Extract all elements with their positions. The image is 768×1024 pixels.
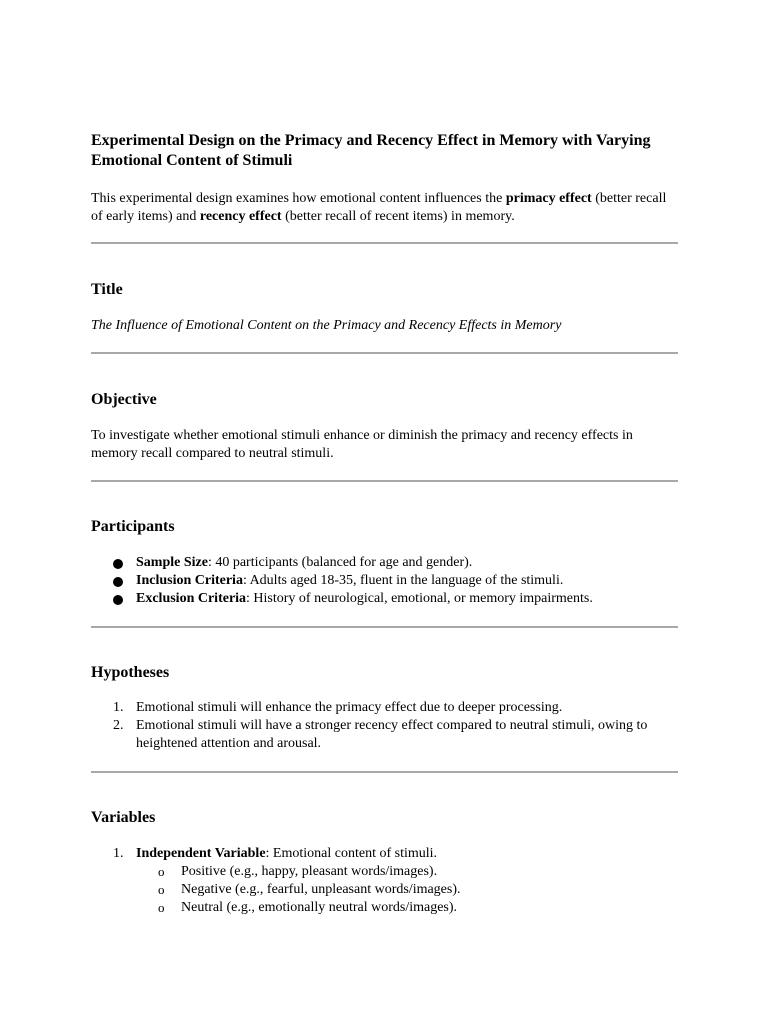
list-number: 2.: [113, 718, 124, 733]
item-label: Exclusion Criteria: [136, 591, 247, 606]
bullet-icon: [113, 559, 123, 569]
objective-text: To investigate whether emotional stimuli enhance or diminish the primacy and recency effects in memory recall compared to neutral stimuli.: [91, 428, 633, 461]
sub-item-text: Neutral (e.g., emotionally neutral words/images).: [181, 900, 458, 915]
circle-bullet-icon: o: [158, 900, 165, 915]
list-item: [91, 572, 678, 590]
section-heading-variables: Variables: [91, 809, 156, 826]
section-heading-objective: Objective: [91, 391, 157, 408]
section-heading-hypotheses: Hypotheses: [91, 664, 170, 681]
item-text: : History of neurological, emotional, or memory impairments.: [246, 591, 593, 606]
list-item: [91, 699, 678, 717]
list-number: 1.: [113, 700, 124, 715]
intro-text: (better recall of recent items) in memory.: [281, 209, 515, 224]
item-label: Inclusion Criteria: [136, 573, 243, 588]
list-item: [91, 845, 678, 917]
item-text: : Adults aged 18-35, fluent in the language of the stimuli.: [242, 573, 564, 588]
intro-text: (better recall of early items) and: [91, 191, 667, 224]
sub-list: [136, 863, 678, 917]
item-text: : 40 participants (balanced for age and gender).: [207, 555, 473, 570]
item-text: : Emotional content of stimuli.: [265, 846, 438, 861]
circle-bullet-icon: o: [158, 882, 165, 897]
intro-text: This experimental design examines how emotional content influences the: [91, 191, 506, 206]
divider: [91, 480, 678, 482]
intro-bold-primacy: primacy effect: [505, 191, 592, 206]
document-title: Experimental Design on the Primacy and Recency Effect in Memory with Varying Emotional Content of Stimuli: [91, 132, 651, 169]
item-text: Emotional stimuli will have a stronger recency effect compared to neutral stimuli, owing to heightened attention and arousal.: [136, 718, 648, 751]
item-text: Emotional stimuli will enhance the primacy effect due to deeper processing.: [136, 700, 563, 715]
section-heading-participants: Participants: [91, 518, 175, 535]
list-number: 1.: [113, 846, 124, 861]
sub-list-item: [136, 863, 678, 881]
divider: [91, 626, 678, 628]
list-item: [91, 590, 678, 608]
divider: [91, 242, 678, 244]
title-text: The Influence of Emotional Content on the Primacy and Recency Effects in Memory: [91, 318, 562, 333]
list-item: [91, 554, 678, 572]
intro-paragraph: [91, 190, 678, 226]
circle-bullet-icon: o: [158, 864, 165, 879]
divider: [91, 771, 678, 773]
sub-item-text: Positive (e.g., happy, pleasant words/images).: [181, 864, 438, 879]
item-label: Independent Variable: [136, 846, 266, 861]
section-heading-title: Title: [91, 281, 123, 298]
divider: [91, 352, 678, 354]
variables-list: [91, 845, 678, 917]
intro-bold-recency: recency effect: [199, 209, 282, 224]
item-label: Sample Size: [136, 555, 208, 570]
participants-list: [91, 554, 678, 608]
hypotheses-list: [91, 699, 678, 753]
bullet-icon: [113, 595, 123, 605]
bullet-icon: [113, 577, 123, 587]
sub-list-item: [136, 899, 678, 917]
list-item: [91, 717, 678, 753]
sub-list-item: [136, 881, 678, 899]
sub-item-text: Negative (e.g., fearful, unpleasant words/images).: [181, 882, 461, 897]
